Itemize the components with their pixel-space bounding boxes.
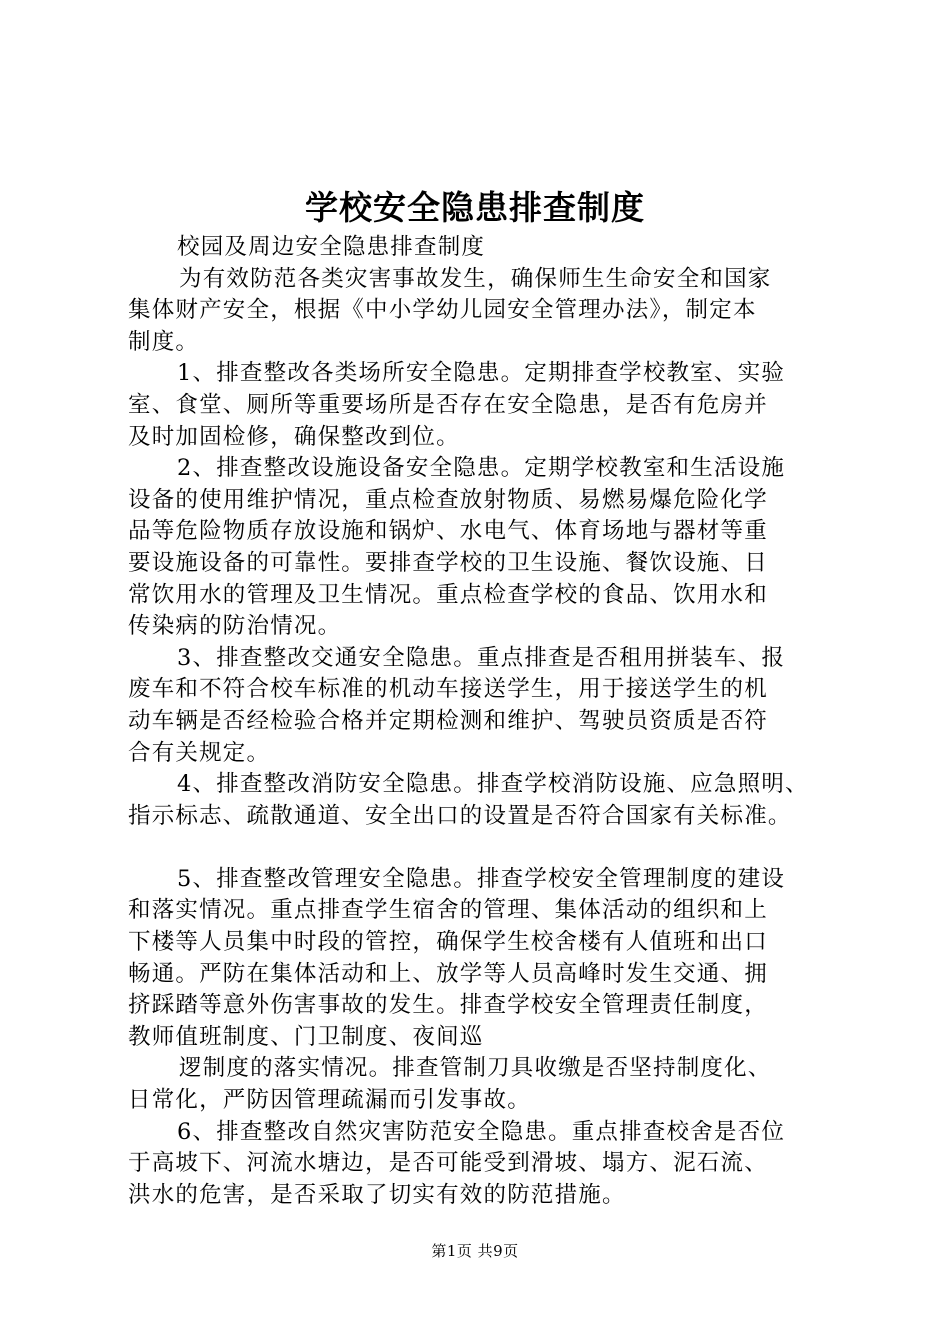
body-line: 及时加固检修，确保整改到位。 — [128, 423, 460, 450]
body-line: 动车辆是否经检验合格并定期检测和维护、驾驶员资质是否符 — [128, 707, 768, 734]
document-body — [128, 232, 838, 1211]
body-line: 2、排查整改设施设备安全隐患。定期学校教室和生活设施 — [177, 455, 786, 482]
body-line: 品等危险物质存放设施和锅炉、水电气、体育场地与器材等重 — [128, 518, 768, 545]
body-line: 3、排查整改交通安全隐患。重点排查是否租用拼装车、报 — [177, 644, 786, 671]
body-line: 指示标志、疏散通道、安全出口的设置是否符合国家有关标准。 — [128, 802, 792, 829]
body-line: 室、食堂、厕所等重要场所是否存在安全隐患，是否有危房并 — [128, 391, 768, 418]
body-line: 和落实情况。重点排查学生宿舍的管理、集体活动的组织和上 — [128, 897, 768, 924]
body-line: 传染病的防治情况。 — [128, 613, 342, 640]
body-line: 于高坡下、河流水塘边，是否可能受到滑坡、塌方、泥石流、 — [128, 1150, 768, 1177]
body-line: 5、排查整改管理安全隐患。排查学校安全管理制度的建设 — [177, 865, 786, 892]
body-line: 制度。 — [128, 328, 200, 355]
body-line: 洪水的危害，是否采取了切实有效的防范措施。 — [128, 1181, 626, 1208]
body-line: 为有效防范各类灾害事故发生，确保师生生命安全和国家 — [179, 265, 772, 292]
body-line: 设备的使用维护情况，重点检查放射物质、易燃易爆危险化学 — [128, 486, 768, 513]
body-line: 废车和不符合校车标准的机动车接送学生，用于接送学生的机 — [128, 676, 768, 703]
page-footer: 第1页 共9页 — [431, 1242, 519, 1260]
body-line — [128, 832, 838, 864]
body-line: 1、排查整改各类场所安全隐患。定期排查学校教室、实验 — [177, 360, 786, 387]
document-title: 学校安全隐患排查制度 — [305, 188, 645, 227]
body-line: 下楼等人员集中时段的管控，确保学生校舍楼有人值班和出口 — [128, 929, 768, 956]
body-line: 逻制度的落实情况。排查管制刀具收缴是否坚持制度化、 — [179, 1055, 772, 1082]
body-line: 常饮用水的管理及卫生情况。重点检查学校的食品、饮用水和 — [128, 581, 768, 608]
body-line: 挤踩踏等意外伤害事故的发生。排查学校安全管理责任制度， — [128, 992, 768, 1019]
body-line: 集体财产安全，根据《中小学幼儿园安全管理办法》，制定本 — [128, 297, 757, 324]
body-line: 教师值班制度、门卫制度、夜间巡 — [128, 1023, 484, 1050]
body-line: 4、排查整改消防安全隐患。排查学校消防设施、应急照明、 — [177, 771, 809, 798]
body-line: 日常化，严防因管理疏漏而引发事故。 — [128, 1087, 531, 1114]
body-line: 校园及周边安全隐患排查制度 — [177, 234, 486, 260]
body-line: 合有关规定。 — [128, 739, 271, 766]
body-line: 要设施设备的可靠性。要排查学校的卫生设施、餐饮设施、日 — [128, 549, 768, 576]
body-line: 6、排查整改自然灾害防范安全隐患。重点排查校舍是否位 — [177, 1118, 786, 1145]
body-line: 畅通。严防在集体活动和上、放学等人员高峰时发生交通、拥 — [128, 960, 768, 987]
